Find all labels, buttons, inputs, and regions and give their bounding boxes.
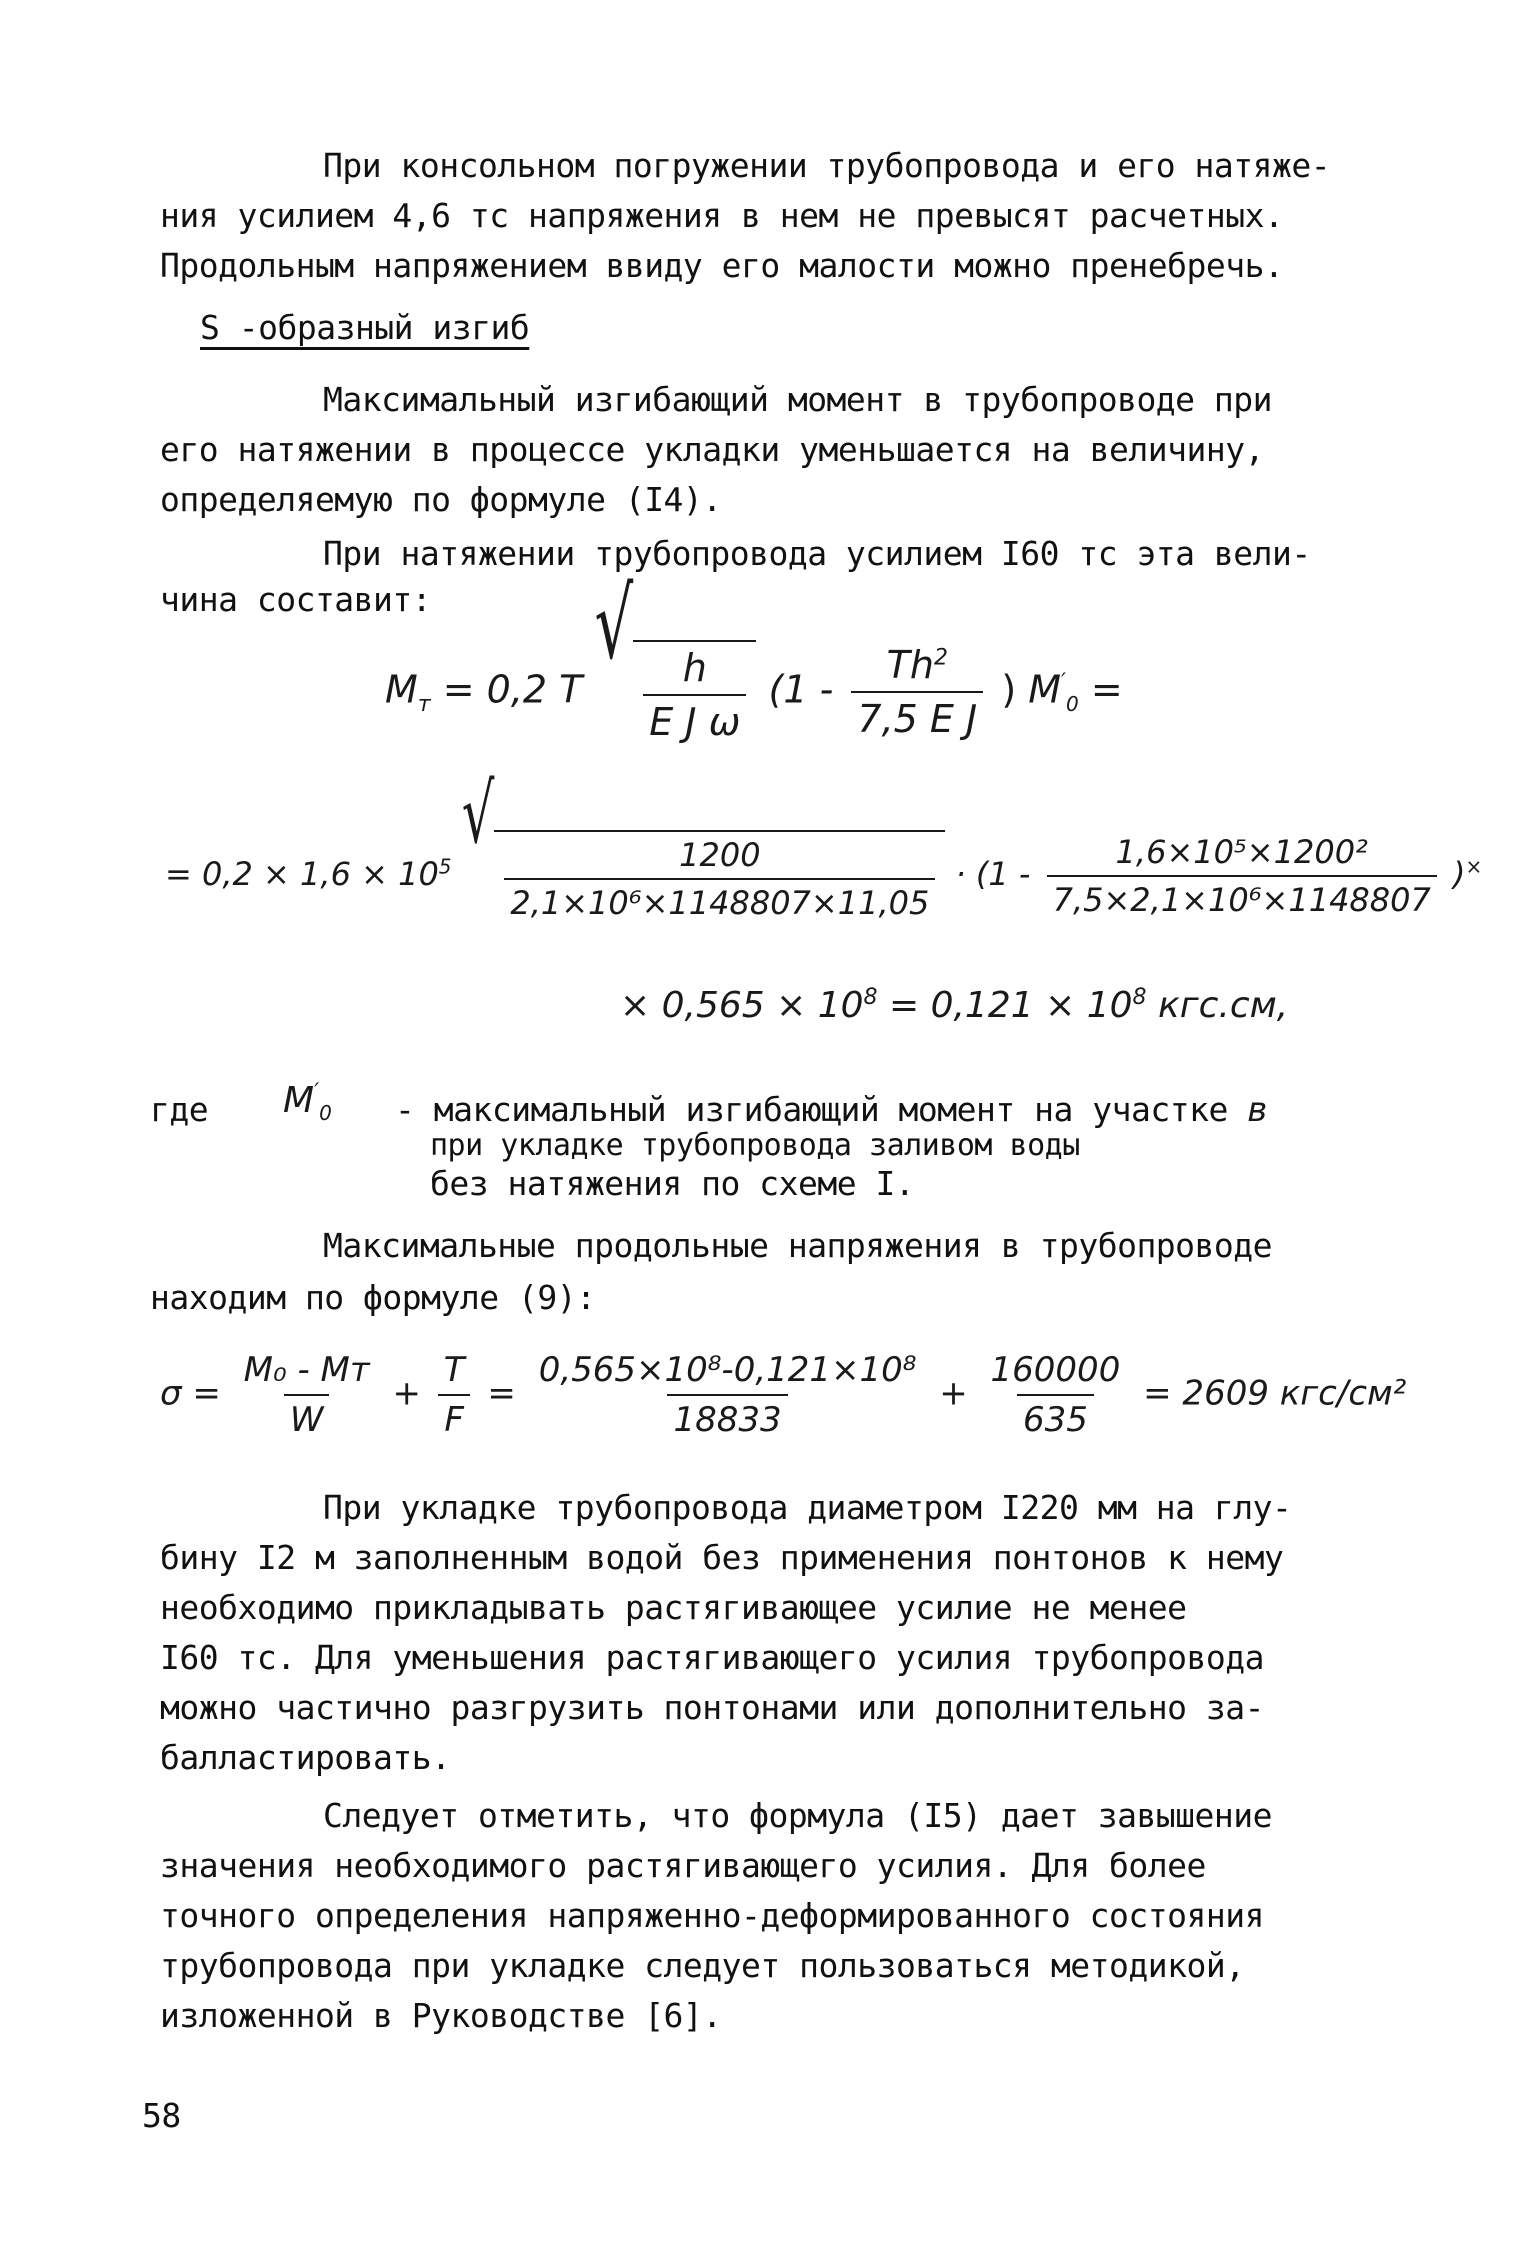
paragraph-6-line-5: изложенной в Руководстве [6].	[160, 1996, 722, 2035]
formula-4-f4-num: 160000	[990, 1350, 1121, 1390]
formula-3-text: × 0,565 × 10	[620, 985, 864, 1026]
paragraph-6-line-1: Следует отметить, что формула (I5) дает завышение	[323, 1796, 1273, 1835]
paragraph-5-line-3: необходимо прикладывать растягивающее усилие не менее	[160, 1588, 1187, 1627]
where-line-2: при укладке трубопровода заливом воды	[430, 1128, 1080, 1163]
formula-2-dot: ·	[955, 855, 966, 893]
paragraph-6-line-4: трубопровода при укладке следует пользоваться методикой,	[160, 1946, 1245, 1985]
paragraph-3-line-2: чина составит:	[160, 580, 432, 619]
formula-1-frac-num-sup: 2	[933, 645, 948, 671]
formula-4-plus-1: +	[392, 1373, 421, 1414]
paragraph-1-line-1: При консольном погружении трубопровода и его натяже-	[323, 146, 1331, 185]
formula-2-open: (1 -	[975, 855, 1031, 893]
formula-4-f1-num: M₀ - Mт	[243, 1350, 370, 1390]
formula-4-fraction-4	[985, 1350, 1127, 1440]
formula-4-sigma: σ =	[160, 1373, 221, 1414]
formula-substitution	[165, 766, 1483, 922]
formula-1-eq: = 0,2 T	[442, 667, 583, 712]
formula-4-fraction-2	[438, 1350, 471, 1440]
page-number: 58	[142, 2096, 181, 2135]
formula-1-lhs-sub: т	[417, 692, 431, 718]
formula-1-lhs: M	[385, 667, 418, 712]
paragraph-2-line-3: определяемую по формуле (I4).	[160, 480, 722, 519]
formula-1-sqrt-fraction	[643, 646, 746, 744]
formula-2-sqrt-num: 1200	[679, 836, 761, 874]
paragraph-5-line-1: При укладке трубопровода диаметром I220 мм на глу-	[323, 1488, 1292, 1527]
paragraph-1-line-3: Продольным напряжением ввиду его малости можно пренебречь.	[160, 246, 1284, 285]
where-symbol-m: M	[283, 1080, 315, 1121]
where-symbol	[283, 1080, 332, 1125]
paragraph-5-line-6: балластировать.	[160, 1738, 451, 1777]
formula-1-sqrt-num: h	[682, 646, 707, 690]
where-line-3: без натяжения по схеме I.	[430, 1164, 915, 1203]
formula-4-f1-den: W	[284, 1394, 330, 1440]
formula-4-fraction-3	[533, 1350, 923, 1440]
paragraph-6-line-3: точного определения напряженно-деформированного состояния	[160, 1896, 1264, 1935]
formula-2-times: ×	[1465, 854, 1483, 879]
formula-1-m0: M	[1028, 667, 1062, 712]
formula-1-m0-sub: 0	[1066, 692, 1079, 717]
formula-3-sup-2: 8	[1132, 985, 1147, 1010]
formula-1-open: (1 -	[768, 667, 834, 712]
formula-4-plus-2: +	[939, 1373, 968, 1414]
formula-result-moment	[620, 985, 1288, 1026]
formula-1-sqrt: √ $\frac{h}{\text{E J ω}}$	[594, 640, 756, 744]
formula-4-fraction-1	[238, 1350, 376, 1440]
formula-4-f4-den: 635	[1017, 1394, 1094, 1440]
where-word: где	[150, 1090, 209, 1129]
formula-4-result: = 2609 кгс/см²	[1143, 1373, 1407, 1414]
formula-4-f2-den: F	[438, 1394, 470, 1440]
formula-1-tail: =	[1090, 667, 1123, 712]
where-line-1-text: - максимальный изгибающий момент на участке	[395, 1090, 1228, 1129]
formula-1-sqrt-den: E J ω	[643, 694, 746, 744]
paragraph-5-line-4: I60 тс. Для уменьшения растягивающего усилия трубопровода	[160, 1638, 1264, 1677]
where-line-1	[395, 1090, 1267, 1130]
formula-2-frac-den: 7,5×2,1×10⁶×1148807	[1047, 875, 1437, 919]
paragraph-2-line-2: его натяжении в процессе укладки уменьшается на величину,	[160, 430, 1264, 469]
formula-2-fraction	[1047, 833, 1437, 919]
paragraph-5-line-5: можно частично разгрузить понтонами или дополнительно за-	[160, 1688, 1264, 1727]
paragraph-2-line-1: Максимальный изгибающий момент в трубопроводе при	[323, 380, 1273, 419]
paragraph-4-line-2: находим по формуле (9):	[150, 1278, 596, 1317]
formula-3-sup-1: 8	[863, 985, 878, 1010]
paragraph-5-line-2: бину I2 м заполненным водой без применения понтонов к нему	[160, 1538, 1284, 1577]
where-symbol-sub: 0	[319, 1101, 332, 1126]
formula-4-f2-num: T	[443, 1350, 465, 1390]
formula-stress	[160, 1350, 1406, 1440]
formula-2-sqrt-den: 2,1×10⁶×1148807×11,05	[504, 878, 935, 922]
formula-1-frac-num: Th	[886, 643, 934, 687]
formula-1-fraction	[851, 643, 983, 741]
formula-2-frac-num: 1,6×10⁵×1200²	[1115, 833, 1368, 871]
formula-2-lead: = 0,2 × 1,6 × 10	[165, 855, 439, 893]
formula-4-f3-den: 18833	[667, 1394, 787, 1440]
paragraph-1-line-2: ния усилием 4,6 тс напряжения в нем не превысят расчетных.	[160, 196, 1284, 235]
formula-2-close: )	[1453, 855, 1466, 893]
formula-4-f3-num: 0,565×10⁸-0,121×10⁸	[538, 1350, 917, 1390]
formula-1-frac-den: 7,5 E J	[851, 691, 983, 741]
formula-1-m0-prime: ′	[1061, 669, 1067, 695]
formula-2-lead-sup: 5	[438, 854, 452, 879]
section-heading: S -образный изгиб	[200, 308, 530, 347]
formula-moment-reduction: $M_т = 0,2$ T √ $\frac{h}{\text{E J ω}}$ (1 - $\frac{Th^2}{\text{7,5 E J}}$ ) $M'_0$ =	[385, 569, 1123, 744]
formula-2-sqrt-fraction	[504, 836, 935, 922]
where-symbol-prime: ′	[314, 1080, 320, 1105]
formula-4-eq-1: =	[487, 1373, 516, 1414]
formula-3-unit: кгс.см,	[1146, 985, 1289, 1026]
paragraph-6-line-2: значения необходимого растягивающего усилия. Для более	[160, 1846, 1206, 1885]
formula-2-sqrt: √ $\frac{1200}{\text{2,1×10⁶×1148807×11,05}}$	[462, 830, 946, 922]
paragraph-3-line-1: При натяжении трубопровода усилием I60 тс эта вели-	[323, 534, 1311, 573]
formula-3-mid: = 0,121 × 10	[877, 985, 1133, 1026]
paragraph-4-line-1: Максимальные продольные напряжения в трубопроводе	[323, 1226, 1273, 1265]
where-line-1-var: в	[1247, 1090, 1267, 1130]
